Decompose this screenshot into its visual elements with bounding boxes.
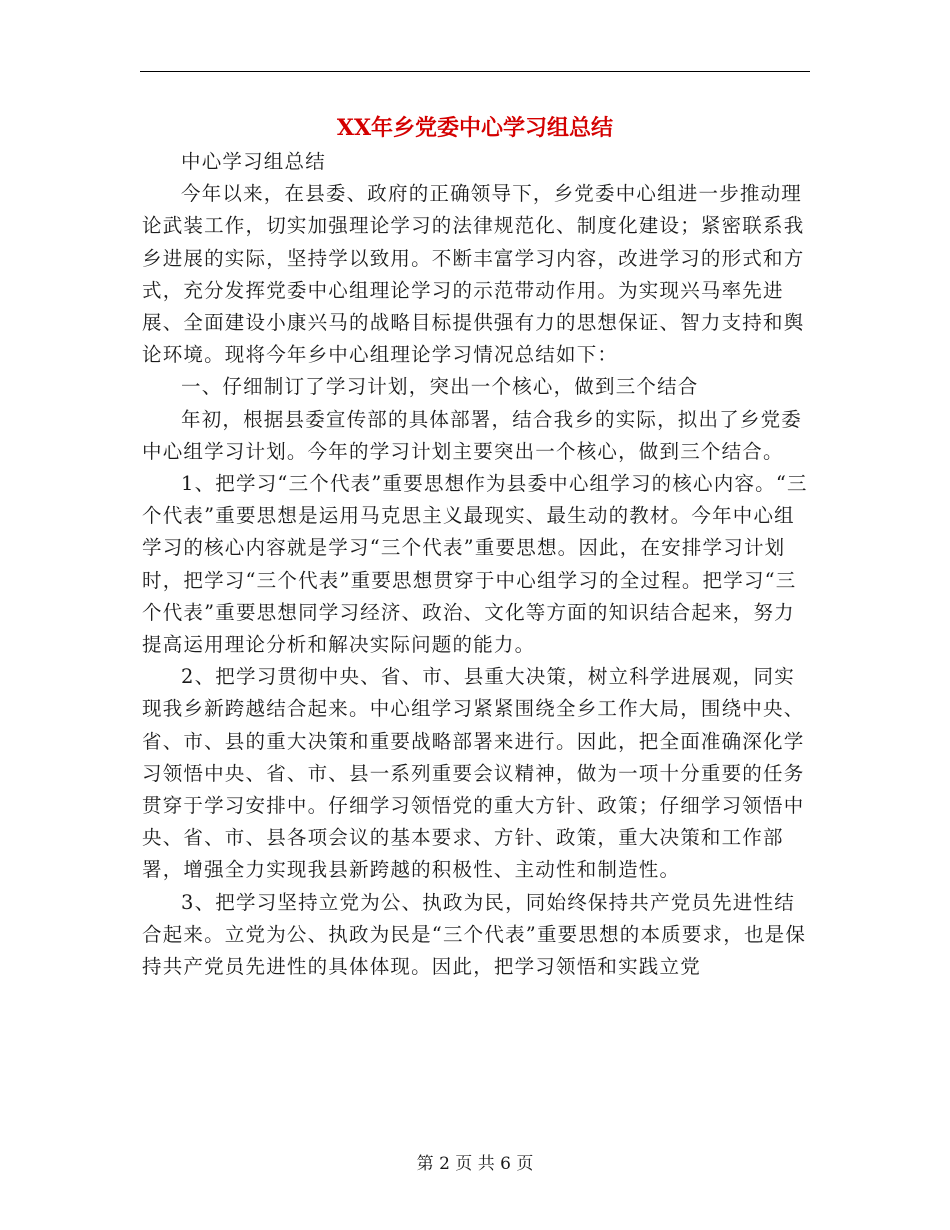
document-title: XX年乡党委中心学习组总结 <box>336 115 614 141</box>
paragraph-intro: 今年以来，在县委、政府的正确领导下，乡党委中心组进一步推动理论武装工作，切实加强理论学习的法律规范化、制度化建设；紧密联系我乡进展的实际，坚持学以致用。不断丰富学习内容，改进学习的形式和方式，充分发挥党委中心组理论学习的示范带动作用。为实现兴马率先进展、全面建设小康兴马的战略目标提供强有力的思想保证、智力支持和舆论环境。现将今年乡中心组理论学习情况总结如下： <box>142 182 805 367</box>
paragraph-section-heading: 一、仔细制订了学习计划，突出一个核心，做到三个结合 <box>181 375 699 399</box>
paragraph-item-2: 2、把学习贯彻中央、省、市、县重大决策，树立科学进展观，同实现我乡新跨越结合起来。中心组学习紧紧围绕全乡工作大局，围绕中央、省、市、县的重大决策和重要战略部署来进行。因此，把全面准确深化学习领悟中央、省、市、县一系列重要会议精神，做为一项十分重要的任务贯穿于学习安排中。仔细学习领悟党的重大方针、政策；仔细学习领悟中央、省、市、县各项会议的基本要求、方针、政策，重大决策和工作部署，增强全力实现我县新跨越的积极性、主动性和制造性。 <box>142 665 805 882</box>
paragraph-plan: 年初，根据县委宣传部的具体部署，结合我乡的实际，拟出了乡党委中心组学习计划。今年的学习计划主要突出一个核心，做到三个结合。 <box>142 407 803 463</box>
paragraph-item-1: 1、把学习“三个代表”重要思想作为县委中心组学习的核心内容。“三个代表”重要思想是运用马克思主义最现实、最生动的教材。今年中心组学习的核心内容就是学习“三个代表”重要思想。因此，在安排学习计划时，把学习“三个代表”重要思想贯穿于中心组学习的全过程。把学习“三个代表”重要思想同学习经济、政治、文化等方面的知识结合起来，努力提高运用理论分析和解决实际问题的能力。 <box>142 472 808 657</box>
paragraph-subtitle: 中心学习组总结 <box>181 150 326 173</box>
header-rule <box>140 71 810 72</box>
document-body <box>142 146 810 983</box>
page-number-footer: 第 2 页 共 6 页 <box>416 1154 534 1174</box>
paragraph-item-3: 3、把学习坚持立党为公、执政为民，同始终保持共产党员先进性结合起来。立党为公、执政为民是“三个代表”重要思想的本质要求，也是保持共产党员先进性的具体体现。因此，把学习领悟和实践立党 <box>142 890 807 979</box>
